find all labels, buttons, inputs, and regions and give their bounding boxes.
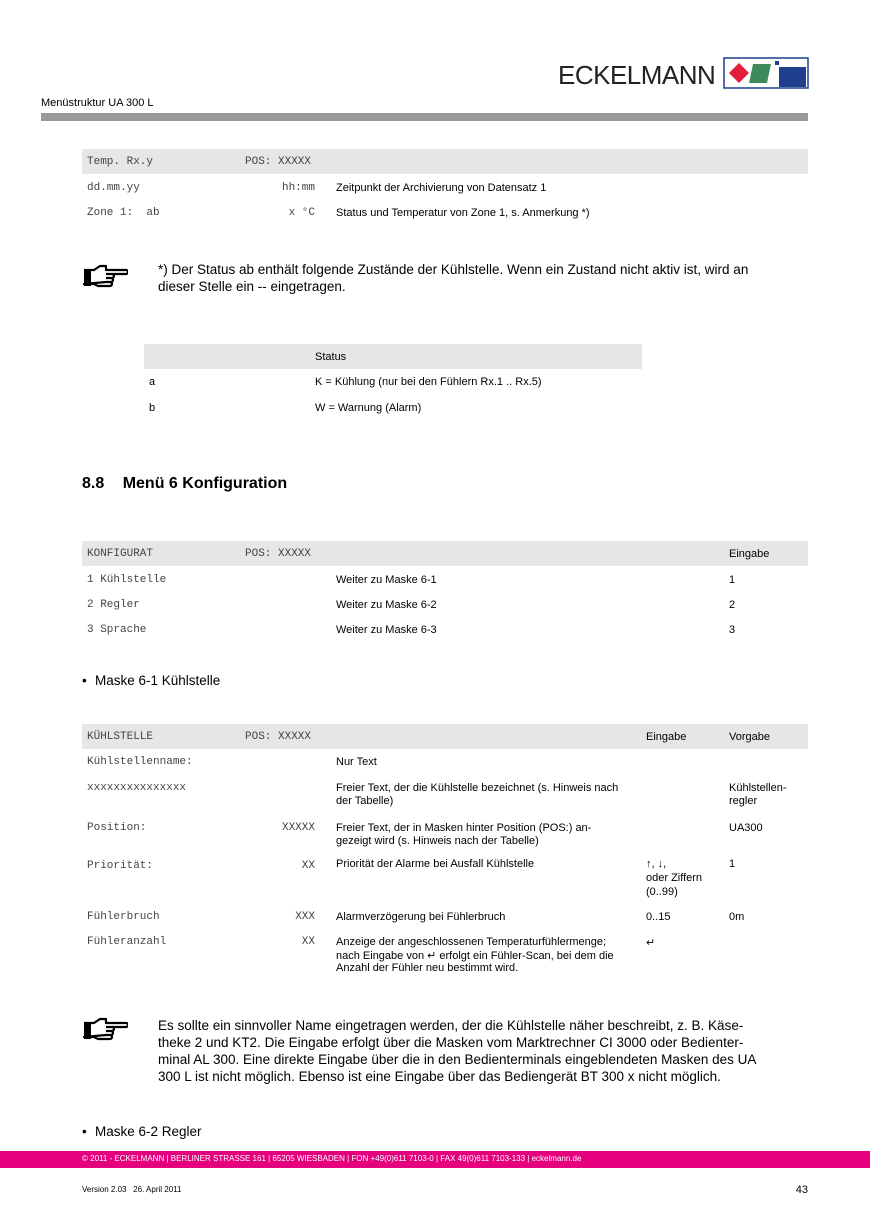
kuehl-row1-c1: Kühlstellenname: — [87, 756, 193, 768]
status-row-b-key: b — [149, 402, 156, 414]
temp-header-c1: Temp. Rx.y — [87, 156, 154, 168]
status-table-header — [144, 344, 642, 369]
kuehl-row6-c1: Fühleranzahl — [87, 936, 167, 948]
temp-row1-c3: Zeitpunkt der Archivierung von Datensatz 1 — [336, 182, 547, 194]
kuehl-row5-c2: XXX — [295, 911, 315, 923]
status-row-a-key: a — [149, 376, 156, 388]
kuehl-row2-c5a: Kühlstellen- — [729, 782, 787, 794]
bullet-maske-6-1: • Maske 6-1 Kühlstelle — [95, 673, 220, 688]
temp-row1-c1: dd.mm.yy — [87, 182, 140, 194]
kuehl-row4-c4c: (0..99) — [646, 886, 678, 898]
konfig-header-c1: KONFIGURAT — [87, 548, 154, 560]
kuehl-row5-c5a: 0m — [729, 911, 745, 923]
konfig-row2-c3: Weiter zu Maske 6-2 — [336, 599, 437, 611]
konfig-row3-c1: 3 Sprache — [87, 624, 147, 636]
temp-row2-c3: Status und Temperatur von Zone 1, s. Anmerkung *) — [336, 207, 590, 219]
pointing-hand-icon — [82, 1017, 128, 1043]
eckelmann-logo — [558, 57, 810, 91]
kuehl-row2-c5b: regler — [729, 795, 758, 807]
kuehl-row6-c3a: Anzeige der angeschlossenen Temperaturfühlermenge; — [336, 936, 607, 948]
kuehl-header-c4: Eingabe — [646, 731, 687, 743]
page-number: 43 — [795, 1184, 808, 1196]
kuehl-row1-c3a: Nur Text — [336, 756, 377, 768]
note2-line4: 300 L ist nicht möglich. Ebenso ist eine Eingabe über das Bediengerät BT 300 x nicht möglich. — [158, 1069, 721, 1084]
kuehl-table-header — [82, 724, 808, 749]
konfig-header-c4: Eingabe — [729, 548, 770, 560]
kuehl-row3-c1: Position: — [87, 822, 147, 834]
status-header-label: Status — [315, 351, 347, 363]
temp-header-c2: POS: XXXXX — [245, 156, 312, 168]
konfig-row2-c1: 2 Regler — [87, 599, 140, 611]
konfig-row1-c4: 1 — [729, 574, 736, 586]
logo-text: ECKELMANN — [558, 60, 716, 90]
section-number: 8.8 — [82, 475, 105, 492]
konfig-row1-c3: Weiter zu Maske 6-1 — [336, 574, 437, 586]
kuehl-row4-c2: XX — [301, 860, 315, 872]
kuehl-header-c5: Vorgabe — [729, 731, 770, 743]
footer-version: Version 2.03 26. April 2011 — [82, 1185, 182, 1194]
kuehl-row6-c3b: nach Eingabe von ↵ erfolgt ein Fühler-Scan, bei dem die — [336, 950, 614, 962]
header-rule — [41, 113, 808, 121]
pointing-hand-icon — [82, 264, 128, 290]
kuehl-row4-c1: Priorität: — [87, 860, 154, 872]
kuehl-row3-c5a: UA300 — [729, 822, 763, 834]
kuehl-row4-c4a: ↑, ↓, — [646, 858, 667, 870]
note2-line3: minal AL 300. Eine direkte Eingabe über die in den Bedienterminals eingeblendeten Masken des UA — [158, 1052, 757, 1067]
logo-squares-icon — [723, 57, 809, 89]
kuehl-row2-c3b: der Tabelle) — [336, 795, 394, 807]
section-title: Menü 6 Konfiguration — [122, 475, 288, 492]
kuehl-row2-c3a: Freier Text, der die Kühlstelle bezeichnet (s. Hinweis nach — [336, 782, 619, 794]
kuehl-row4-c3a: Priorität der Alarme bei Ausfall Kühlstelle — [336, 858, 535, 870]
kuehl-row3-c2: XXXXX — [281, 822, 315, 834]
kuehl-row3-c3b: gezeigt wird (s. Hinweis nach der Tabelle) — [336, 835, 539, 847]
konfig-row2-c4: 2 — [729, 599, 736, 611]
temp-row1-c2: hh:mm — [281, 182, 315, 194]
bullet-maske-6-2: • Maske 6-2 Regler — [95, 1124, 202, 1139]
note2-line1: Es sollte ein sinnvoller Name eingetragen werden, der die Kühlstelle näher beschreibt, z. B. Käse- — [158, 1018, 744, 1033]
note2-line2: theke 2 und KT2. Die Eingabe erfolgt über die Masken vom Marktrechner CI 3000 oder Bedienter- — [158, 1035, 744, 1050]
kuehl-row6-c4a: ↵ — [646, 937, 656, 949]
kuehl-row5-c3a: Alarmverzögerung bei Fühlerbruch — [336, 911, 506, 923]
kuehl-header-c1: KÜHLSTELLE — [87, 731, 154, 743]
note1-line1: *) Der Status ab enthält folgende Zustände der Kühlstelle. Wenn ein Zustand nicht aktiv ist, wird an — [158, 262, 749, 277]
footer-bar — [0, 1151, 870, 1168]
konfig-row3-c4: 3 — [729, 624, 736, 636]
konfig-row3-c3: Weiter zu Maske 6-3 — [336, 624, 437, 636]
kuehl-row2-c1: xxxxxxxxxxxxxxx — [87, 782, 187, 794]
temp-table-header — [82, 149, 808, 174]
status-row-b-value: W = Warnung (Alarm) — [315, 402, 422, 414]
kuehl-header-c2: POS: XXXXX — [245, 731, 312, 743]
kuehl-row3-c3a: Freier Text, der in Masken hinter Position (POS:) an- — [336, 822, 592, 834]
kuehl-row5-c4a: 0..15 — [646, 911, 671, 923]
konfig-row1-c1: 1 Kühlstelle — [87, 574, 167, 586]
konfig-table-header — [82, 541, 808, 566]
kuehl-row5-c1: Fühlerbruch — [87, 911, 160, 923]
temp-row2-c1: Zone 1: ab — [87, 207, 160, 219]
konfig-header-c2: POS: XXXXX — [245, 548, 312, 560]
footer-bar-text: © 2011 - ECKELMANN | BERLINER STRASSE 161 | 65205 WIESBADEN | FON +49(0)611 7103-0 | FAX 49(0)611 7103-133 | eckelmann.de — [82, 1154, 582, 1163]
note1-line2: dieser Stelle ein -- eingetragen. — [158, 279, 346, 294]
temp-row2-c2: x °C — [288, 207, 315, 219]
section-heading — [82, 475, 287, 493]
kuehl-row4-c4b: oder Ziffern — [646, 872, 703, 884]
doc-title: Menüstruktur UA 300 L — [41, 97, 154, 109]
kuehl-row6-c3c: Anzahl der Fühler neu bestimmt wird. — [336, 962, 519, 974]
kuehl-row6-c2: XX — [301, 936, 315, 948]
kuehl-row4-c5a: 1 — [729, 858, 736, 870]
status-row-a-value: K = Kühlung (nur bei den Fühlern Rx.1 .. Rx.5) — [315, 376, 542, 388]
